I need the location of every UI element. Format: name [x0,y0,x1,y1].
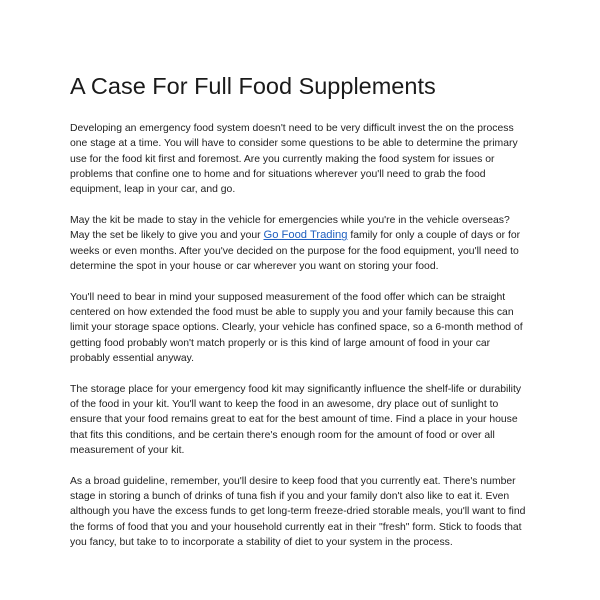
paragraph-5: As a broad guideline, remember, you'll desire to keep food that you currently eat. There's number stage in storing a bunch of drinks of tuna fish if you and your family don't also like to eat it. Even although you have the excess funds to get long-term freeze-dried storable meals, you'll want to find the forms of food that you and your household currently eat in their "fresh" form. Stick to foods that you fancy, but take to to incorporate a stability of diet to your system in the process. [70,475,526,548]
paragraph-3: You'll need to bear in mind your supposed measurement of the food offer which can be straight centered on how extended the food must be able to supply you and your family because this can limit your storage space options. Clearly, your vehicle has confined space, so a 6-month method of getting food probably won't match properly or is this kind of large amount of food in your car probably essential anyway. [70,291,523,364]
paragraph-2-text-after-link: family for only a couple of days or for weeks or even months. After you've decided on the purpose for the food equipment, you'll need to determine the spot in your house or car wherever you want on storing your food. [70,230,521,272]
document-body [70,121,532,566]
paragraph-2-text-before-link: May the kit be made to stay in the vehicle for emergencies while you're in the vehicle overseas? May the set be likely to give you and your [70,214,510,242]
paragraph-1: Developing an emergency food system doesn't need to be very difficult invest the on the process one stage at a time. You will have to consider some questions to be able to determine the primary use for the food kit first and foremost. Are you currently making the food system for issues or problems that confine one to home and for situations wherever you'll need to grab the food equipment, leap in your car, and go. [70,123,518,196]
go-food-trading-link[interactable]: Go Food Trading [263,229,348,242]
paragraph-2 [70,213,532,274]
paragraph-4: The storage place for your emergency food kit may significantly influence the shelf-life or durability of the food in your kit. You'll want to keep the food in an awesome, dry place out of sunlight to ensure that your food remains great to eat for the best amount of time. Find a place in your house that fits this conditions, and be certain there's enough room for the amount of food or over all measurement of your kit. [70,383,522,456]
page-title: A Case For Full Food Supplements [70,73,436,99]
